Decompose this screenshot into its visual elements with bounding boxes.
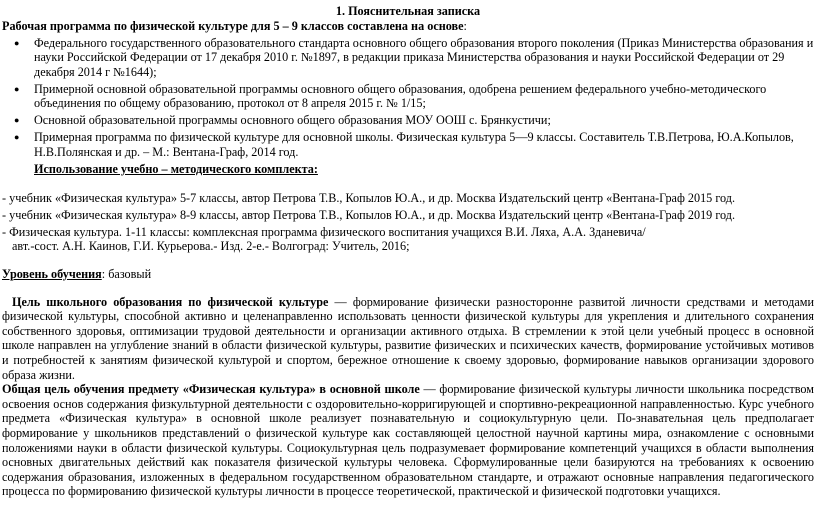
general-goal-paragraph — [2, 382, 814, 499]
goal-paragraph — [2, 295, 814, 383]
document-heading: 1. Пояснительная записка — [335, 4, 481, 18]
spacer — [2, 254, 814, 267]
list-item — [14, 130, 814, 159]
list-item-text: Основной образовательной программы основного общего образования МОУ ООШ с. Брянкустичи; — [34, 113, 551, 128]
kit-item-continuation: авт.-сост. А.Н. Каинов, Г.И. Курьерова.- Изд. 2-е.- Волгоград: Учитель, 2016; — [12, 239, 410, 254]
list-item — [14, 81, 814, 111]
program-basis-colon: : — [463, 18, 467, 33]
list-item — [14, 113, 814, 128]
goal-paragraph-bold: Цель школьного образования по физической культуре — [12, 294, 329, 309]
kit-item: - учебник «Физическая культура» 5-7 классы, автор Петрова Т.В., Копылов Ю.А., и др. Москва Издательский центр «Вентана-Граф 2015 год. — [2, 191, 735, 206]
spacer — [2, 176, 814, 189]
goal-paragraph-text: — формирование физически разносторонне развитой личности средствами и методами физической культуры, способной активно и целенаправленно использовать ценности физической культуры для укрепления и длительного сохранения собственного здоровья, оптимизации трудовой деятельности и организации активного отдыха. В стремлении к этой цели учебный процесс в основной школе направлен на углубление знаний в области физической культуры, развитие физических и психических качеств, формирование устойчивых мотивов и потребностей к занятиям физической культурой и спортом, бережное отношение к своему здоровью, формирование навыков организации здорового образа жизни. — [2, 294, 814, 382]
general-goal-paragraph-bold: Общая цель обучения предмету «Физическая культура» в основной школе — [2, 382, 420, 397]
education-level-colon: : — [101, 267, 106, 282]
bullet-icon: ● — [14, 83, 20, 94]
list-item — [14, 35, 814, 80]
kit-item: - Физическая культура. 1-11 классы: комплексная программа физического воспитания учащихся В.И. Ляха, А.А. Зданевича/ — [2, 224, 646, 239]
education-level — [2, 267, 814, 282]
kit-item: - учебник «Физическая культура» 8-9 классы, автор Петрова Т.В., Копылов Ю.А., и др. Москва Издательский центр «Вентана-Граф 2019 год. — [2, 208, 735, 223]
teaching-kit-heading: Использование учебно – методического комплекта: — [34, 161, 318, 176]
program-basis-bold: Рабочая программа по физической культуре для 5 – 9 классов составлена на основе — [2, 18, 464, 33]
education-level-value: базовый — [105, 267, 152, 282]
program-basis-intro — [2, 19, 814, 34]
bullet-icon: ● — [14, 115, 20, 126]
spacer — [2, 282, 814, 295]
list-item-text: Федерального государственного образовательного стандарта основного общего образования второго поколения (Приказ Министерства образования и науки Российской Федерации от 17 декабря 2010 г. №1897, в редакции приказа Министерства образования и науки Российской Федерации от 29 декабря 2014 г №1644); — [34, 35, 814, 79]
education-level-label: Уровень обучения — [2, 267, 102, 282]
list-item-text: Примерной основной образовательной программы основного общего образования, одобрена решением федерального учебно-методического объединения по общему образованию, протокол от 8 апреля 2015 г. № 1/15; — [34, 81, 767, 111]
bullet-icon: ● — [14, 37, 20, 48]
normative-documents-list — [2, 36, 814, 160]
bullet-icon: ● — [14, 132, 20, 143]
list-item-text: Примерная программа по физической культуре для основной школы. Физическая культура 5—9 классы. Составитель Т.В.Петрова, Ю.А.Копылов, Н.В.Полянская и др. – М.: Вентана-Граф, 2014 год. — [34, 130, 794, 159]
general-goal-paragraph-text: — формирование физической культуры личности школьника посредством освоения основ содержания физкультурной деятельности с оздоровительно-корригирующей и спортивно-рекреационной направленностью. Курс учебного предмета «Физическая культура» в основной школе реализует познавательную и социокультурную цели. По-знавательная цель предполагает формирование у школьников представлений о физической культуре как составляющей целостной научной картины мира, ознакомление с основными положениями науки в области физической культуры. Социокультурная цель подразумевает формирование компетенций учащихся в области выполнения основных двигательных действий как показателя физической культуры человека. Сформулированные цели базируются на требованиях к освоению содержания образования, изложенных в федеральном государственном образовательном стандарте, и отражают основные направления педагогического процесса по формированию физической культуры личности в процессе теоретической, практической и физической подготовки учащихся. — [2, 382, 814, 499]
